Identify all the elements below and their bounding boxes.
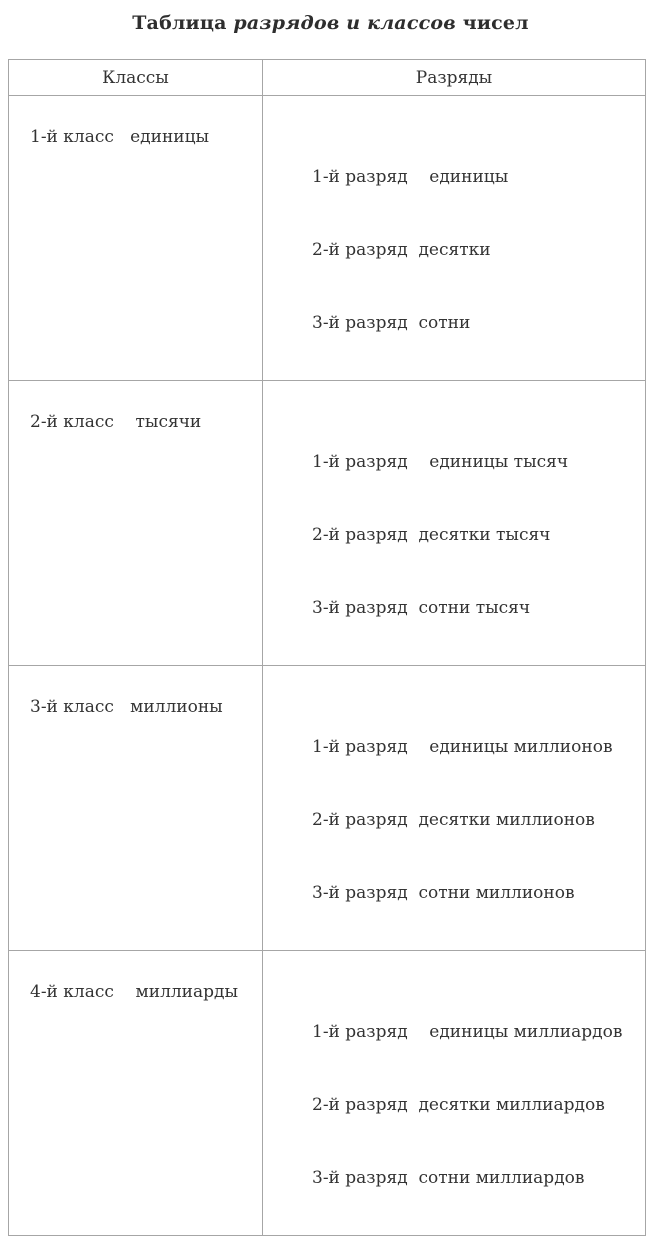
rank-line: 3-й разряд сотни миллиардов — [312, 1168, 585, 1188]
column-header-ranks: Разряды — [263, 60, 646, 96]
table-row-class-3 — [9, 666, 646, 951]
classes-ranks-table — [8, 59, 646, 1236]
table-row-class-4 — [9, 951, 646, 1236]
rank-line: 1-й разряд единицы миллиардов — [312, 1022, 623, 1042]
class-2-ranks — [263, 381, 646, 666]
table-row-class-1 — [9, 96, 646, 381]
class-2-label: 2-й класс тысячи — [9, 381, 263, 666]
rank-line: 2-й разряд десятки тысяч — [312, 525, 551, 545]
rank-line: 2-й разряд десятки миллионов — [312, 810, 595, 830]
header-row — [9, 60, 646, 96]
class-4-label: 4-й класс миллиарды — [9, 951, 263, 1236]
rank-line: 3-й разряд сотни миллионов — [312, 883, 575, 903]
class-3-label: 3-й класс миллионы — [9, 666, 263, 951]
page-title — [0, 12, 661, 34]
table-row-class-2 — [9, 381, 646, 666]
class-3-ranks — [263, 666, 646, 951]
column-header-classes: Классы — [9, 60, 263, 96]
class-1-ranks — [263, 96, 646, 381]
page-title-regular: Таблица — [132, 12, 234, 34]
rank-line: 2-й разряд десятки — [312, 240, 491, 260]
rank-line: 3-й разряд сотни — [312, 313, 471, 333]
class-4-ranks — [263, 951, 646, 1236]
rank-line: 1-й разряд единицы миллионов — [312, 737, 613, 757]
rank-line: 1-й разряд единицы — [312, 167, 509, 187]
page-title-regular-end: чисел — [455, 12, 529, 34]
rank-line: 1-й разряд единицы тысяч — [312, 452, 569, 472]
rank-line: 2-й разряд десятки миллиардов — [312, 1095, 605, 1115]
page-title-italic: разрядов и классов — [233, 12, 456, 34]
rank-line: 3-й разряд сотни тысяч — [312, 598, 531, 618]
class-1-label: 1-й класс единицы — [9, 96, 263, 381]
